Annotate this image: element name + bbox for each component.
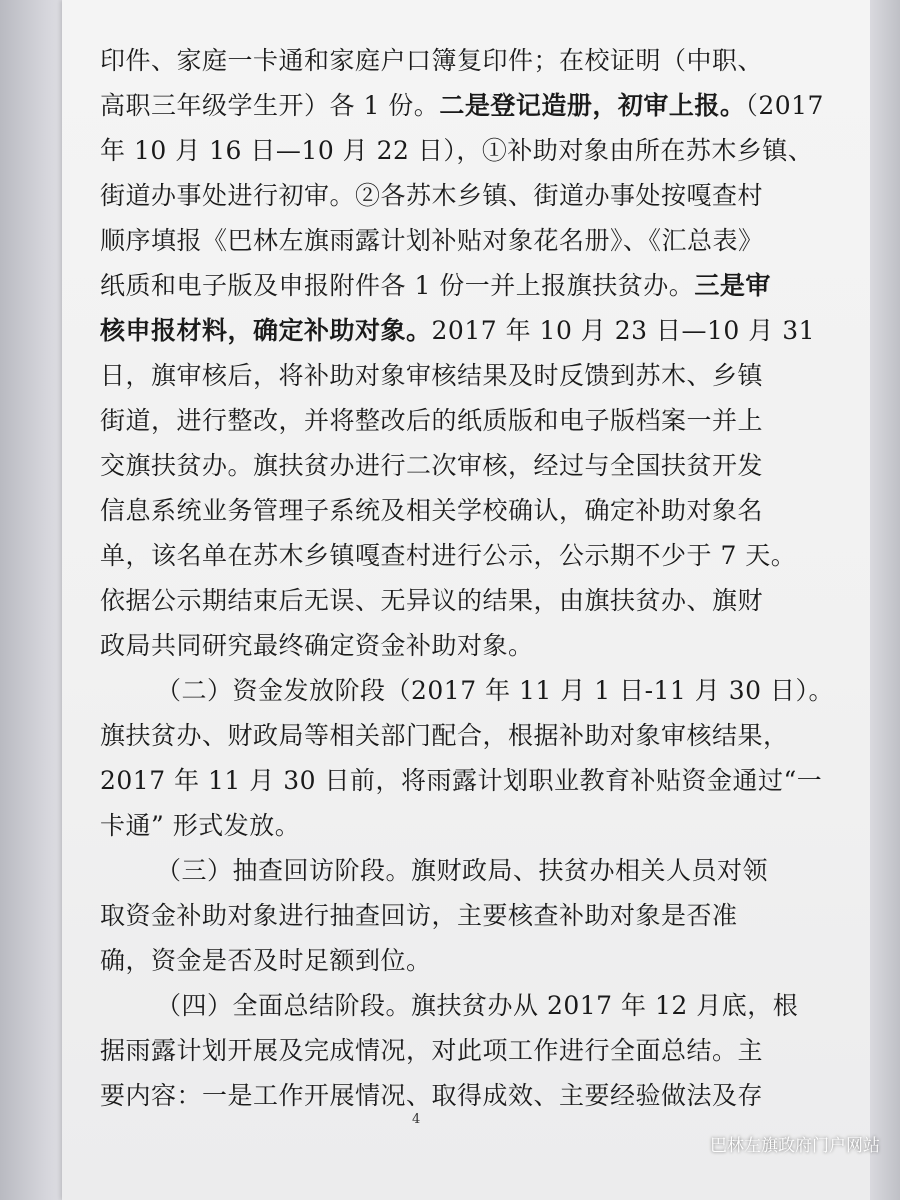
- text-line-11: [100, 488, 790, 533]
- line-text: 顺序填报《巴林左旗雨露计划补贴对象花名册》、《汇总表》: [100, 226, 764, 255]
- text-line-1: [100, 38, 790, 83]
- text-line-23: [100, 1028, 790, 1073]
- line-text: 卡通” 形式发放。: [100, 811, 301, 840]
- text-line-6: [100, 263, 790, 308]
- line-text: 据雨露计划开展及完成情况，对此项工作进行全面总结。主: [100, 1036, 764, 1065]
- text-line-3: [100, 128, 814, 173]
- line-text: （二）资金发放阶段（2017 年 11 月 1 日-11 月 30 日）。: [156, 676, 834, 705]
- text-line-7: [100, 308, 816, 353]
- text-line-17: [100, 758, 823, 803]
- text-line-14: [100, 623, 790, 668]
- line-text: 印件、家庭一卡通和家庭户口簿复印件；在校证明（中职、: [100, 46, 764, 75]
- line-text: 街道办事处进行初审。②各苏木乡镇、街道办事处按嘎查村: [100, 181, 764, 210]
- text-line-12: [100, 533, 797, 578]
- line-text: 旗扶贫办、财政局等相关部门配合，根据补助对象审核结果，: [100, 721, 789, 750]
- line-text: 政局共同研究最终确定资金补助对象。: [100, 631, 534, 660]
- section-heading-summary: [100, 983, 799, 1028]
- line-text: 日，旗审核后，将补助对象审核结果及时反馈到苏木、乡镇: [100, 361, 764, 390]
- line-text: 高职三年级学生开）各 1 份。: [100, 91, 440, 120]
- line-text-after: （2017: [745, 91, 824, 120]
- text-line-8: [100, 353, 790, 398]
- line-text: 纸质和电子版及申报附件各 1 份一并上报旗扶贫办。: [100, 271, 695, 300]
- section-heading-spotcheck: [100, 848, 790, 893]
- text-line-4: [100, 173, 790, 218]
- line-text: （三）抽查回访阶段。旗财政局、扶贫办相关人员对领: [156, 856, 769, 885]
- line-text: 依据公示期结束后无误、无异议的结果，由旗扶贫办、旗财: [100, 586, 764, 615]
- text-line-20: [100, 893, 790, 938]
- text-line-24: [100, 1073, 790, 1118]
- text-line-9: [100, 398, 790, 443]
- bold-heading: 二是登记造册，初审上报。: [439, 91, 746, 120]
- text-line-10: [100, 443, 790, 488]
- section-heading-funding: [100, 668, 834, 713]
- line-text: 街道，进行整改，并将整改后的纸质版和电子版档案一并上: [100, 406, 764, 435]
- text-line-21: [100, 938, 790, 983]
- line-text: 信息系统业务管理子系统及相关学校确认，确定补助对象名: [100, 496, 764, 525]
- bold-heading: 核申报材料，确定补助对象。: [100, 316, 432, 345]
- line-text: 确，资金是否及时足额到位。: [100, 946, 432, 975]
- line-text: 2017 年 11 月 30 日前，将雨露计划职业教育补贴资金通过“一: [100, 766, 823, 795]
- line-text: 取资金补助对象进行抽查回访，主要核查补助对象是否准: [100, 901, 738, 930]
- text-line-2: [100, 83, 824, 128]
- page-number: 4: [412, 1112, 421, 1127]
- text-line-16: [100, 713, 790, 758]
- bold-heading: 三是审: [694, 271, 771, 300]
- text-line-13: [100, 578, 790, 623]
- text-line-5: [100, 218, 790, 263]
- line-text-after: 2017 年 10 月 23 日—10 月 31: [431, 316, 816, 345]
- desk-background-right: [870, 0, 900, 1200]
- site-watermark: 巴林左旗政府门户网站: [710, 1136, 880, 1156]
- line-text: 年 10 月 16 日—10 月 22 日），①补助对象由所在苏木乡镇、: [100, 136, 814, 165]
- document-body: [100, 38, 834, 1118]
- text-line-18: [100, 803, 790, 848]
- line-text: 要内容：一是工作开展情况、取得成效、主要经验做法及存: [100, 1081, 764, 1110]
- line-text: 单，该名单在苏木乡镇嘎查村进行公示，公示期不少于 7 天。: [100, 541, 797, 570]
- line-text: 交旗扶贫办。旗扶贫办进行二次审核，经过与全国扶贫开发: [100, 451, 764, 480]
- line-text: （四）全面总结阶段。旗扶贫办从 2017 年 12 月底，根: [156, 991, 799, 1020]
